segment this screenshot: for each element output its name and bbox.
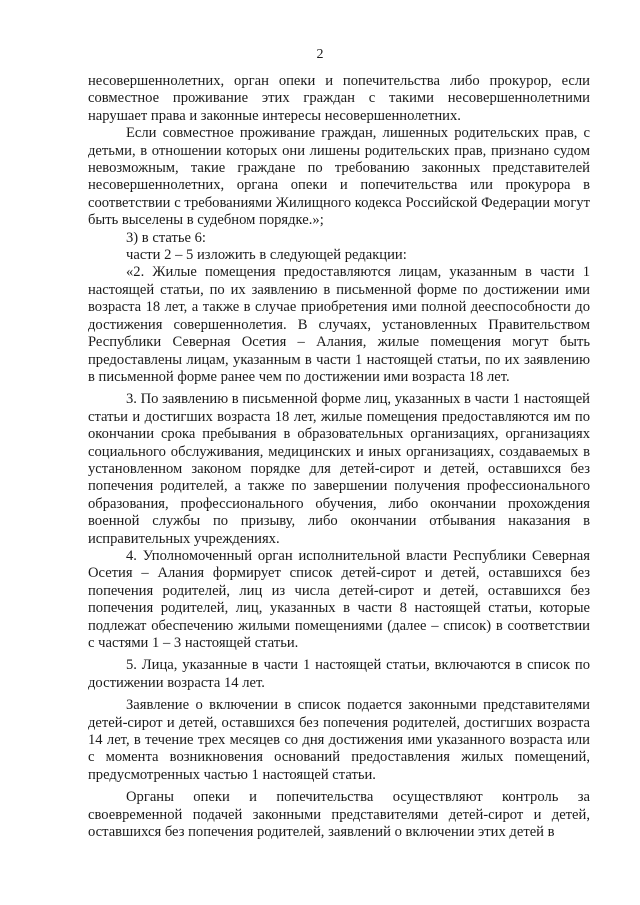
paragraph-6: 3. По заявлению в письменной форме лиц, указанных в части 1 настоящей статьи и достигших возраста 18 лет, жилые помещения предоставляются им по окончании срока пребывания в образовательных организациях, организациях социального обслуживания, медицинских и иных организациях, создаваемых в установленном законом порядке для детей-сирот и детей, оставшихся без попечения родителей, а также по завершении получения профессионального образования, профессионального обучения, либо окончании прохождения военной службы по призыву, либо окончании отбывания наказания в исправительных учреждениях.: [88, 391, 590, 547]
paragraph-7: 4. Уполномоченный орган исполнительной власти Республики Северная Осетия – Алания формирует список детей-сирот и детей, оставшихся без попечения родителей, лиц из числа детей-сирот и детей, оставшихся без попечения родителей, лиц, указанных в части 8 настоящей статьи, которые подлежат обеспечению жилыми помещениями (далее – список) в соответствии с частями 1 – 3 настоящей статьи.: [88, 547, 590, 651]
paragraph-4: части 2 – 5 изложить в следующей редакции:: [126, 247, 407, 264]
paragraph-3: 3) в статье 6:: [126, 229, 206, 246]
paragraph-2: Если совместное проживание граждан, лишенных родительских прав, с детьми, в отношении которых они лишены родительских прав, признано судом невозможным, такие граждане по требованию законных представителей несовершеннолетних, органа опеки и попечительства или прокурора в соответствии с требованиями Жилищного кодекса Российской Федерации могут быть выселены в судебном порядке.»;: [88, 125, 590, 229]
paragraph-8: 5. Лица, указанные в части 1 настоящей статьи, включаются в список по достижении возраста 14 лет.: [88, 657, 590, 691]
document-body: [88, 73, 590, 841]
paragraph-1: несовершеннолетних, орган опеки и попечительства либо прокурор, если совместное проживание этих граждан с такими несовершеннолетними нарушает права и законные интересы несовершеннолетних.: [88, 73, 590, 124]
page-number: 2: [316, 47, 324, 62]
paragraph-5: «2. Жилые помещения предоставляются лицам, указанным в части 1 настоящей статьи, по их заявлению в письменной форме по достижении ими возраста 18 лет, а также в случае приобретения ими полной дееспособности до достижения совершеннолетия. В случаях, установленных Правительством Республики Северная Осетия – Алания, жилые помещения могут быть предоставлены лицам, указанным в части 1 настоящей статьи, по их заявлению в письменной форме ранее чем по достижении ими возраста 18 лет.: [88, 264, 590, 385]
paragraph-9: Заявление о включении в список подается законными представителями детей-сирот и детей, оставшихся без попечения родителей, достигших возраста 14 лет, в течение трех месяцев со дня достижения ими указанного возраста или с момента возникновения оснований предоставления жилых помещений, предусмотренных частью 1 настоящей статьи.: [88, 697, 590, 783]
paragraph-10: Органы опеки и попечительства осуществляют контроль за своевременной подачей законными представителями детей-сирот и детей, оставшихся без попечения родителей, заявлений о включении этих детей в: [88, 789, 590, 841]
